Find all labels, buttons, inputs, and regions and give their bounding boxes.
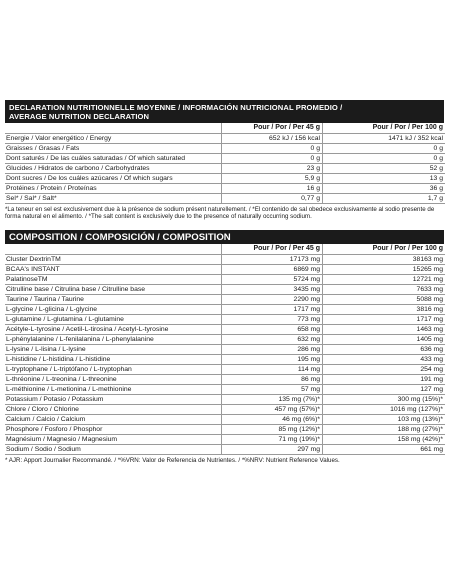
- composition-row: [5, 425, 445, 435]
- nutrition-header-per-100g: Pour / Por / Per 100 g: [323, 123, 446, 134]
- composition-row-value-45g: 86 mg: [222, 375, 323, 385]
- nutrition-title-line2: AVERAGE NUTRITION DECLARATION: [9, 112, 150, 121]
- composition-row: [5, 395, 445, 405]
- nutrition-row-value-100g: 1471 kJ / 352 kcal: [323, 134, 446, 144]
- composition-row-value-100g: 158 mg (42%)*: [323, 435, 446, 445]
- nutrition-row: [5, 164, 445, 174]
- composition-row-value-45g: 773 mg: [222, 315, 323, 325]
- nutrition-row-value-45g: 23 g: [222, 164, 323, 174]
- composition-header-per-45g: Pour / Por / Per 45 g: [222, 244, 323, 255]
- composition-row-label: L-phénylalanine / L-fenilalanina / L-phenylalanine: [5, 335, 222, 345]
- composition-row-value-45g: 85 mg (12%)*: [222, 425, 323, 435]
- composition-row-value-100g: 636 mg: [323, 345, 446, 355]
- composition-row: [5, 265, 445, 275]
- composition-row-value-45g: 46 mg (6%)*: [222, 415, 323, 425]
- composition-row: [5, 275, 445, 285]
- composition-row-value-45g: 135 mg (7%)*: [222, 395, 323, 405]
- composition-row: [5, 385, 445, 395]
- composition-row-value-100g: 103 mg (13%)*: [323, 415, 446, 425]
- composition-row-value-100g: 188 mg (27%)*: [323, 425, 446, 435]
- composition-row: [5, 435, 445, 445]
- nutrition-row-value-45g: 16 g: [222, 184, 323, 194]
- composition-row-label: Acétyle-L-tyrosine / Acetil-L-tirosina / Acetyl-L-tyrosine: [5, 325, 222, 335]
- nutrition-row: [5, 134, 445, 144]
- composition-row: [5, 365, 445, 375]
- composition-row: [5, 315, 445, 325]
- composition-row-label: Citrulline base / Citrulina base / Citrulline base: [5, 285, 222, 295]
- nutrition-row-value-100g: 0 g: [323, 154, 446, 164]
- composition-row: [5, 255, 445, 265]
- composition-row-label: L-glutamine / L-glutamina / L-glutamine: [5, 315, 222, 325]
- composition-row: [5, 405, 445, 415]
- nutrition-row-label: Sel* / Sal* / Salt*: [5, 194, 222, 204]
- nutrition-row: [5, 154, 445, 164]
- composition-row-label: PalatinoseTM: [5, 275, 222, 285]
- composition-row-value-45g: 2290 mg: [222, 295, 323, 305]
- composition-row-label: Potassium / Potasio / Potassium: [5, 395, 222, 405]
- composition-row-label: L-tryptophane / L-triptófano / L-tryptophan: [5, 365, 222, 375]
- composition-header-per-100g: Pour / Por / Per 100 g: [323, 244, 446, 255]
- composition-row-value-100g: 1717 mg: [323, 315, 446, 325]
- composition-row: [5, 375, 445, 385]
- nutrition-row-value-100g: 1,7 g: [323, 194, 446, 204]
- composition-column-header-row: [5, 244, 445, 255]
- composition-row-value-45g: 286 mg: [222, 345, 323, 355]
- composition-row-label: Cluster DextrinTM: [5, 255, 222, 265]
- nutrition-row-value-45g: 652 kJ / 156 kcal: [222, 134, 323, 144]
- composition-row-label: Phosphore / Fosforo / Phosphor: [5, 425, 222, 435]
- nutrition-row: [5, 144, 445, 154]
- nutrition-header-blank: [5, 123, 222, 134]
- nutrition-row-value-100g: 36 g: [323, 184, 446, 194]
- composition-row: [5, 305, 445, 315]
- composition-row-value-45g: 114 mg: [222, 365, 323, 375]
- composition-row-value-100g: 3816 mg: [323, 305, 446, 315]
- composition-row: [5, 285, 445, 295]
- composition-row-label: L-histidine / L-histidina / L-histidine: [5, 355, 222, 365]
- composition-row-value-100g: 191 mg: [323, 375, 446, 385]
- nutrition-row: [5, 194, 445, 204]
- composition-row-label: Calcium / Calcio / Calcium: [5, 415, 222, 425]
- nutrition-row-label: Glucides / Hidratos de carbono / Carbohydrates: [5, 164, 222, 174]
- nutrition-section-title: [5, 100, 444, 123]
- nutrition-row-label: Graisses / Grasas / Fats: [5, 144, 222, 154]
- nutrition-header-per-45g: Pour / Por / Per 45 g: [222, 123, 323, 134]
- composition-row-value-45g: 632 mg: [222, 335, 323, 345]
- composition-row: [5, 345, 445, 355]
- composition-row-value-45g: 5724 mg: [222, 275, 323, 285]
- composition-row: [5, 355, 445, 365]
- nutrition-row-label: Dont sucres / De los cuáles azúcares / Of which sugars: [5, 174, 222, 184]
- composition-row-value-45g: 57 mg: [222, 385, 323, 395]
- composition-row-value-45g: 6869 mg: [222, 265, 323, 275]
- composition-row: [5, 295, 445, 305]
- nutrition-row-value-45g: 0 g: [222, 154, 323, 164]
- composition-row-value-100g: 433 mg: [323, 355, 446, 365]
- composition-row-value-45g: 297 mg: [222, 445, 323, 455]
- composition-row-value-100g: 1405 mg: [323, 335, 446, 345]
- composition-row-value-45g: 457 mg (57%)*: [222, 405, 323, 415]
- composition-row-label: Sodium / Sodio / Sodium: [5, 445, 222, 455]
- composition-row-value-45g: 1717 mg: [222, 305, 323, 315]
- salt-footnote: *La teneur en sel est exclusivement due à la présence de sodium présent naturellement. / *El contenido de sal obedece exclusivamente al sodio presente de forma natural en el alimento. / *The salt content is exclusively due to the presence of naturally occurring sodium.: [5, 206, 435, 221]
- composition-row-label: L-glycine / L-glicina / L-glycine: [5, 305, 222, 315]
- nutrition-row-value-100g: 0 g: [323, 144, 446, 154]
- nutrition-title-line1: DECLARATION NUTRITIONNELLE MOYENNE / INFORMACIÓN NUTRICIONAL PROMEDIO /: [9, 103, 343, 112]
- composition-row-value-45g: 17173 mg: [222, 255, 323, 265]
- nutrition-row-value-45g: 0,77 g: [222, 194, 323, 204]
- composition-row-value-100g: 127 mg: [323, 385, 446, 395]
- nutrition-row: [5, 174, 445, 184]
- reference-values-footnote: * AJR: Apport Journalier Recommandé. / *%VRN: Valor de Referencia de Nutrientes. / *%NRV: Nutrient Reference Values.: [5, 457, 340, 465]
- composition-row-value-100g: 1463 mg: [323, 325, 446, 335]
- composition-row-value-100g: 7633 mg: [323, 285, 446, 295]
- composition-row-value-100g: 254 mg: [323, 365, 446, 375]
- composition-table: [5, 244, 445, 455]
- composition-row-label: L-méthionine / L-metionina / L-methionine: [5, 385, 222, 395]
- nutrition-row-value-45g: 5,9 g: [222, 174, 323, 184]
- composition-row-label: BCAA's INSTANT: [5, 265, 222, 275]
- composition-row-value-45g: 195 mg: [222, 355, 323, 365]
- composition-row-label: L-thréonine / L-treonina / L-threonine: [5, 375, 222, 385]
- composition-header-blank: [5, 244, 222, 255]
- nutrition-table: [5, 123, 445, 204]
- composition-row-value-45g: 3435 mg: [222, 285, 323, 295]
- nutrition-row-value-45g: 0 g: [222, 144, 323, 154]
- composition-row-label: Chlore / Cloro / Chlorine: [5, 405, 222, 415]
- composition-row: [5, 335, 445, 345]
- composition-row: [5, 445, 445, 455]
- composition-row-value-100g: 300 mg (15%)*: [323, 395, 446, 405]
- composition-row-value-100g: 38163 mg: [323, 255, 446, 265]
- nutrition-row-label: Energie / Valor energético / Energy: [5, 134, 222, 144]
- composition-row-value-100g: 15265 mg: [323, 265, 446, 275]
- composition-row: [5, 415, 445, 425]
- composition-row-value-100g: 5088 mg: [323, 295, 446, 305]
- label-panel: [5, 100, 444, 465]
- composition-row-value-45g: 658 mg: [222, 325, 323, 335]
- composition-row-value-100g: 1016 mg (127%)*: [323, 405, 446, 415]
- composition-row: [5, 325, 445, 335]
- composition-row-label: L-lysine / L-lisina / L-lysine: [5, 345, 222, 355]
- nutrition-column-header-row: [5, 123, 445, 134]
- composition-row-label: Taurine / Taurina / Taurine: [5, 295, 222, 305]
- composition-row-value-100g: 12721 mg: [323, 275, 446, 285]
- composition-row-value-100g: 661 mg: [323, 445, 446, 455]
- nutrition-row-label: Dont saturés / De las cuáles saturadas / Of which saturated: [5, 154, 222, 164]
- nutrition-row-value-100g: 13 g: [323, 174, 446, 184]
- composition-row-value-45g: 71 mg (19%)*: [222, 435, 323, 445]
- composition-section-title: COMPOSITION / COMPOSICIÓN / COMPOSITION: [5, 230, 444, 244]
- composition-row-label: Magnésium / Magnesio / Magnesium: [5, 435, 222, 445]
- nutrition-row-label: Protéines / Protein / Proteínas: [5, 184, 222, 194]
- nutrition-row: [5, 184, 445, 194]
- nutrition-row-value-100g: 52 g: [323, 164, 446, 174]
